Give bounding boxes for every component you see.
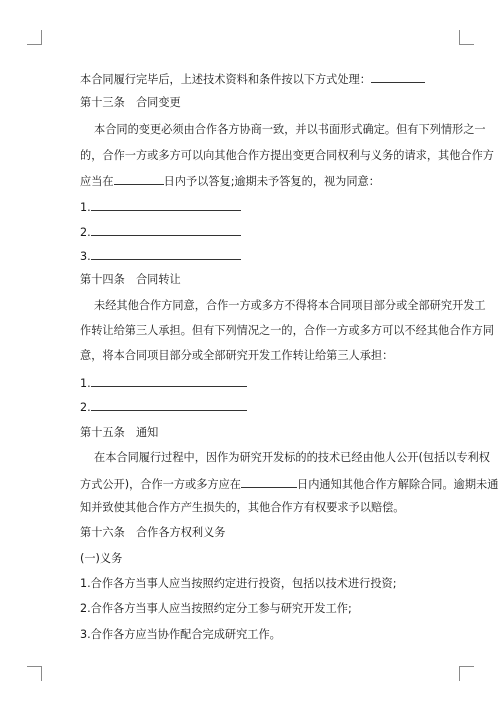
list-item [80, 248, 241, 262]
fill-blank [371, 71, 425, 83]
paragraph-line: 知并致使其他合作方产生损失的，其他合作方有权要求予以赔偿。 [80, 501, 405, 514]
list-item [80, 199, 241, 213]
fill-blank [91, 399, 247, 411]
list-item: 1.合作各方当事人应当按照约定进行投资，包括以技术进行投资; [80, 577, 397, 590]
paragraph-line: 意，将本合同项目部分或全部研究开发工作转让给第三人承担： [80, 349, 394, 362]
fill-blank [91, 375, 247, 387]
paragraph-line [80, 173, 380, 187]
list-number: 2. [80, 401, 91, 414]
article-15-title: 第十五条 通知 [80, 426, 159, 439]
article-14-title: 第十四条 合同转让 [80, 273, 181, 286]
paragraph-line: 作转让给第三人承担。但有下列情况之一的，合作一方或多方可以不经其他合作方同 [80, 324, 494, 337]
list-number: 1. [80, 377, 91, 390]
list-number: 1. [80, 201, 91, 214]
list-item: 3.合作各方应当协作配合完成研究工作。 [80, 628, 281, 641]
sub-heading: (一)义务 [80, 552, 123, 565]
list-item [80, 399, 247, 413]
crop-mark-bottom-left [27, 666, 42, 681]
paragraph-line: 的，合作一方或多方可以向其他合作方提出变更合同权利与义务的请求，其他合作方 [80, 149, 494, 162]
paragraph-line [80, 476, 498, 490]
text: 日内通知其他合作方解除合同。逾期未通 [297, 478, 499, 491]
text: 应当在 [80, 175, 114, 188]
crop-mark-bottom-right [459, 666, 474, 681]
text: 方式公开)，合作一方或多方应在 [80, 478, 241, 491]
paragraph-line: 在本合同履行过程中，因作为研究开发标的的技术已经由他人公开(包括以专利权 [94, 451, 490, 464]
text: 日内予以答复;逾期未予答复的，视为同意： [163, 175, 380, 188]
list-item [80, 375, 247, 389]
list-number: 3. [80, 250, 91, 263]
fill-blank [91, 224, 241, 236]
fill-blank [114, 173, 164, 185]
fill-blank [91, 199, 241, 211]
crop-mark-top-left [27, 30, 42, 45]
paragraph-line: 未经其他合作方同意，合作一方或多方不得将本合同项目部分或全部研究开发工 [94, 299, 486, 312]
list-item [80, 224, 241, 238]
text: 本合同履行完毕后，上述技术资料和条件按以下方式处理： [80, 73, 371, 86]
paragraph-line: 本合同的变更必须由合作各方协商一致，并以书面形式确定。但有下列情形之一 [94, 123, 486, 136]
article-13-title: 第十三条 合同变更 [80, 96, 181, 109]
article-16-title: 第十六条 合作各方权利义务 [80, 526, 226, 539]
list-item: 2.合作各方当事人应当按照约定分工参与研究开发工作; [80, 602, 352, 615]
fill-blank [91, 248, 241, 260]
list-number: 2. [80, 226, 91, 239]
crop-mark-top-right [459, 30, 474, 45]
fill-blank [241, 476, 297, 488]
paragraph-line [80, 71, 425, 85]
